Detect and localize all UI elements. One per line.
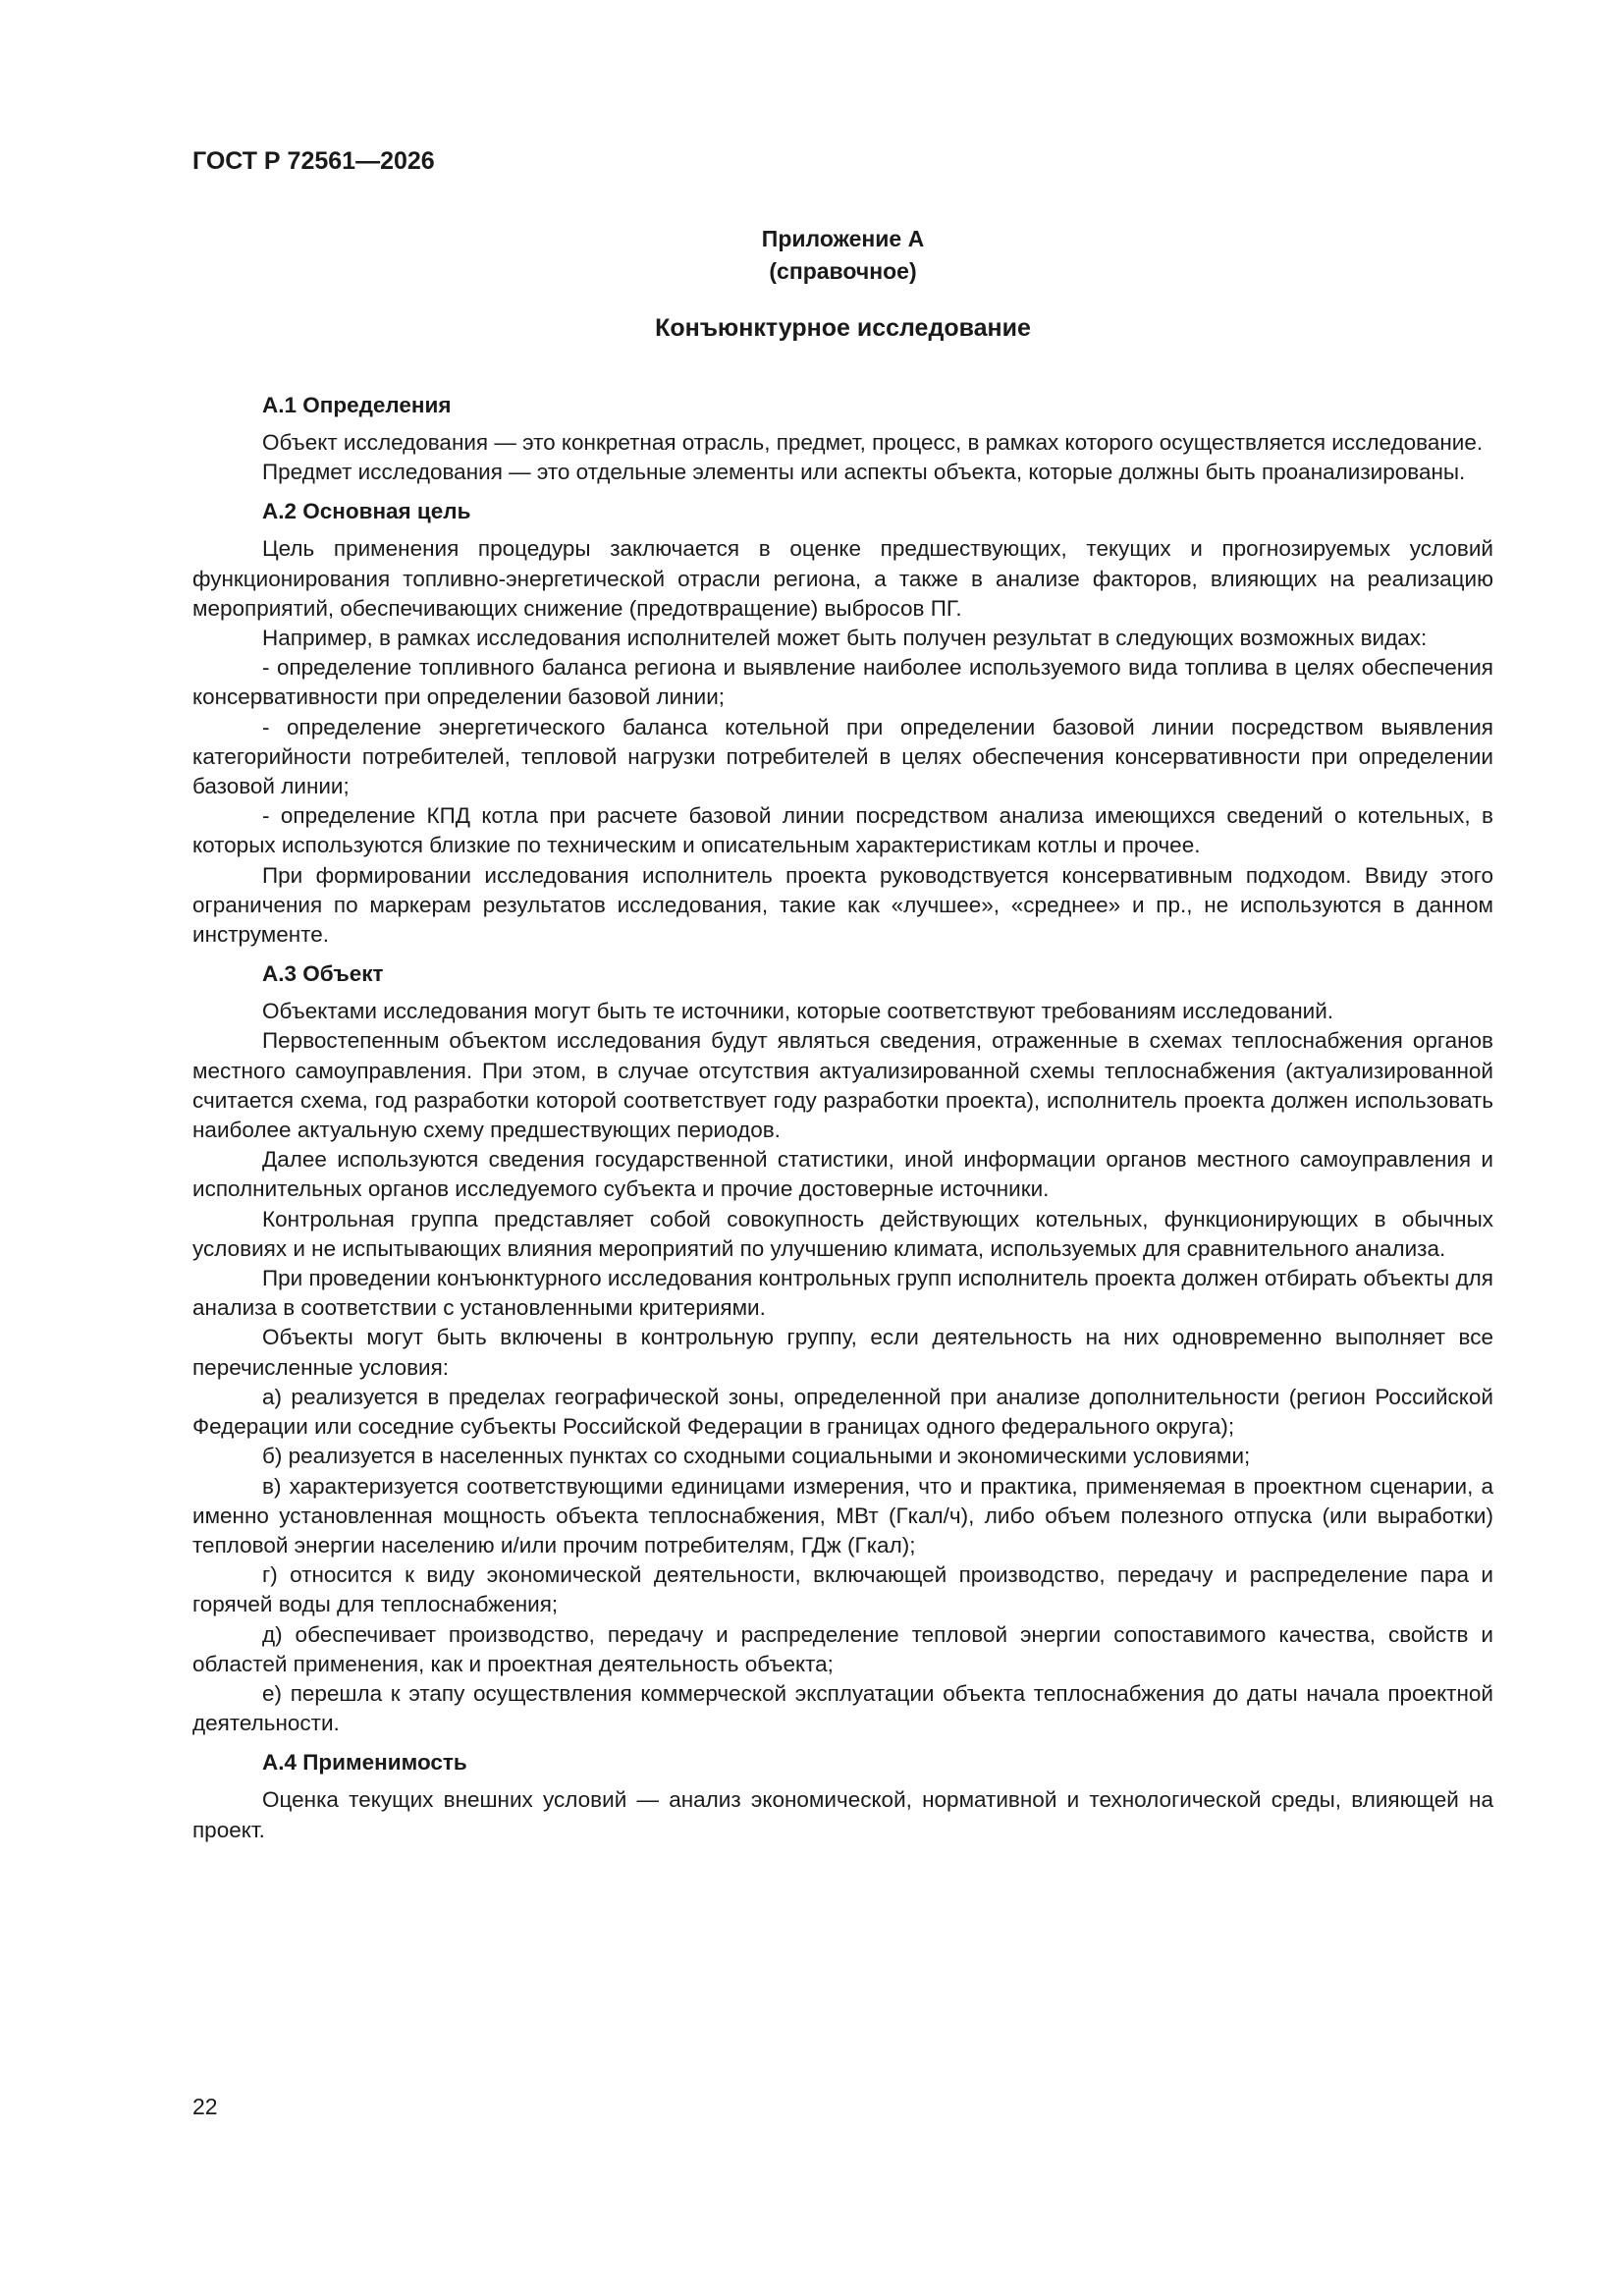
list-item: в) характеризуется соответствующими единицами измерения, что и практика, применяемая в проектном сценарии, а именно установленная мощность объекта теплоснабжения, МВт (Гкал/ч), либо объем полезного отпуска (или выработки) тепловой энергии населению и/или прочим потребителям, ГДж (Гкал); bbox=[192, 1473, 1493, 1558]
list-item: д) обеспечивает производство, передачу и распределение тепловой энергии сопоставимого качества, свойств и областей применения, как и проектная деятельность объекта; bbox=[192, 1621, 1493, 1676]
section-heading: А.2 Основная цель bbox=[262, 499, 471, 524]
paragraph: Оценка текущих внешних условий — анализ экономической, нормативной и технологической среды, влияющей на проект. bbox=[192, 1787, 1493, 1842]
list-item: г) относится к виду экономической деятельности, включающей производство, передачу и распределение пара и горячей воды для теплоснабжения; bbox=[192, 1562, 1493, 1617]
annex-header bbox=[192, 223, 1493, 288]
paragraph: Объект исследования — это конкретная отрасль, предмет, процесс, в рамках которого осуществляется исследование. bbox=[262, 430, 1484, 455]
section-heading: А.1 Определения bbox=[262, 393, 452, 417]
paragraph: Предмет исследования — это отдельные элементы или аспекты объекта, которые должны быть проанализированы. bbox=[262, 460, 1466, 485]
annex-body bbox=[192, 391, 1493, 1845]
annex-status: (справочное) bbox=[769, 258, 917, 284]
paragraph: При формировании исследования исполнитель проекта руководствуется консервативным подходом. Ввиду этого ограничения по маркерам результатов исследования, такие как «лучшее», «среднее» и пр., не используются в данном инструменте. bbox=[192, 862, 1493, 948]
list-item: е) перешла к этапу осуществления коммерческой эксплуатации объекта теплоснабжения до даты начала проектной деятельности. bbox=[192, 1680, 1493, 1736]
paragraph: Контрольная группа представляет собой совокупность действующих котельных, функционирующих в обычных условиях и не испытывающих влияния мероприятий по улучшению климата, используемых для сравнительного анализа. bbox=[192, 1206, 1493, 1261]
list-item: а) реализуется в пределах географической зоны, определенной при анализе дополнительности (регион Российской Федерации или соседние субъекты Российской Федерации в границах одного федерального округа); bbox=[192, 1384, 1493, 1440]
paragraph: При проведении конъюнктурного исследования контрольных групп исполнитель проекта должен отбирать объекты для анализа в соответствии с установленными критериями. bbox=[192, 1266, 1493, 1321]
annex-label: Приложение А bbox=[761, 226, 925, 251]
section-heading: А.3 Объект bbox=[262, 961, 384, 987]
page-number: 22 bbox=[192, 2094, 218, 2119]
paragraph: Объекты могут быть включены в контрольную группу, если деятельность на них одновременно выполняет все перечисленные условия: bbox=[192, 1325, 1493, 1380]
list-item: б) реализуется в населенных пунктах со сходными социальными и экономическими условиями; bbox=[262, 1444, 1251, 1469]
paragraph: Первостепенным объектом исследования будут являться сведения, отраженные в схемах теплоснабжения органов местного самоуправления. При этом, в случае отсутствия актуализированной схемы теплоснабжения (актуализированной считается схема, год разработки которой соответствует году разработки проекта), исполнитель проекта должен использовать наиболее актуальную схему предшествующих периодов. bbox=[192, 1028, 1493, 1143]
paragraph: Цель применения процедуры заключается в оценке предшествующих, текущих и прогнозируемых условий функционирования топливно-энергетической отрасли региона, а также в анализе факторов, влияющих на реализацию мероприятий, обеспечивающих снижение (предотвращение) выбросов ПГ. bbox=[192, 536, 1493, 621]
list-item: - определение КПД котла при расчете базовой линии посредством анализа имеющихся сведений о котельных, в которых используются близкие по техническим и описательным характеристикам котлы и прочее. bbox=[192, 803, 1493, 858]
list-item: - определение энергетического баланса котельной при определении базовой линии посредством выявления категорийности потребителей, тепловой нагрузки потребителей в целях обеспечения консервативности при определении базовой линии; bbox=[192, 714, 1493, 799]
paragraph: Объектами исследования могут быть те источники, которые соответствуют требованиям исследований. bbox=[262, 999, 1334, 1024]
document-code: ГОСТ Р 72561—2026 bbox=[192, 147, 435, 175]
paragraph: Например, в рамках исследования исполнителей может быть получен результат в следующих возможных видах: bbox=[262, 626, 1428, 651]
section-heading: А.4 Применимость bbox=[262, 1750, 467, 1776]
paragraph: Далее используются сведения государственной статистики, иной информации органов местного самоуправления и исполнительных органов исследуемого субъекта и прочие достоверные источники. bbox=[192, 1147, 1493, 1202]
list-item: - определение топливного баланса региона и выявление наиболее используемого вида топлива в целях обеспечения консервативности при определении базовой линии; bbox=[192, 655, 1493, 710]
annex-title: Конъюнктурное исследование bbox=[655, 314, 1031, 342]
